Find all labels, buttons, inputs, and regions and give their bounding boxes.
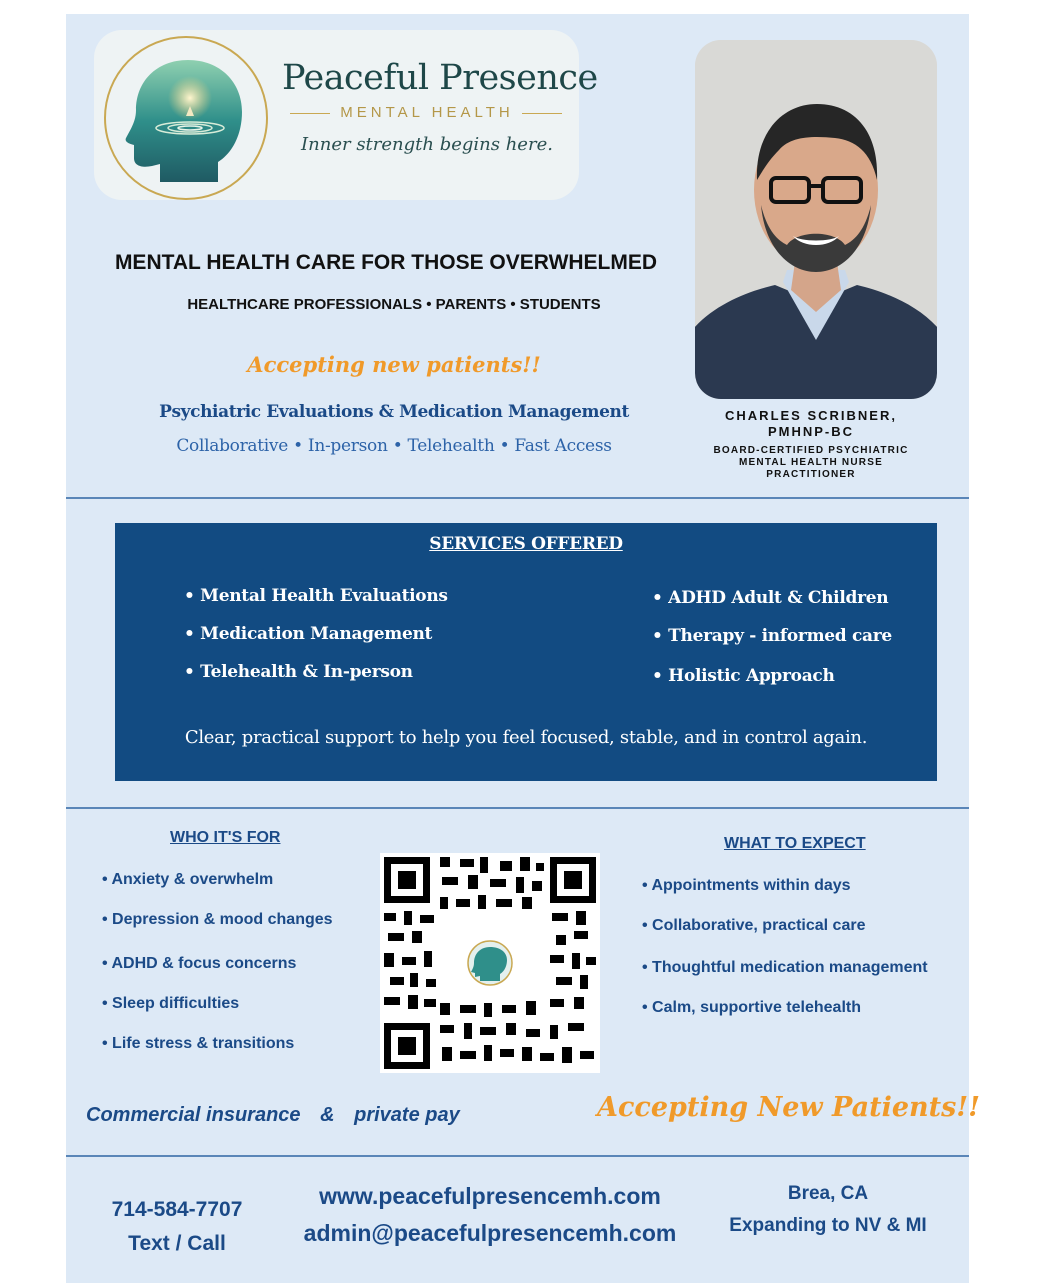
- location: Brea, CA: [787, 1183, 869, 1204]
- brand-tagline: Inner strength begins here.: [301, 134, 553, 155]
- brand-divider-right: [522, 113, 562, 114]
- who-for-item: • ADHD & focus concerns: [102, 955, 297, 972]
- service-item: • Mental Health Evaluations: [184, 586, 448, 606]
- who-for-item: • Sleep difficulties: [102, 995, 240, 1012]
- service-item: • ADHD Adult & Children: [652, 588, 889, 608]
- website-link[interactable]: www.peacefulpresencemh.com: [319, 1183, 661, 1209]
- accepting-new-patients-banner: Accepting New Patients!!: [597, 1092, 981, 1123]
- divider-top: [66, 497, 969, 499]
- expect-item: • Collaborative, practical care: [642, 917, 866, 934]
- provider-title-line2: MENTAL HEALTH NURSE: [739, 457, 883, 468]
- private-pay-text: private pay: [354, 1104, 460, 1126]
- provider-credentials: PMHNP-BC: [767, 424, 855, 439]
- qr-code[interactable]: [380, 853, 600, 1073]
- insurance-text: Commercial insurance: [86, 1104, 301, 1126]
- who-for-item: • Depression & mood changes: [102, 911, 333, 928]
- service-item: • Medication Management: [184, 624, 433, 644]
- care-features-line: Collaborative • In-person • Telehealth • Fast Access: [176, 436, 612, 456]
- payment-line: [86, 1104, 460, 1127]
- psychiatric-services-line: Psychiatric Evaluations & Medication Management: [159, 402, 629, 422]
- provider-title-line3: PRACTITIONER: [766, 469, 856, 480]
- accepting-patients-banner: Accepting new patients!!: [247, 352, 541, 377]
- service-item: • Therapy - informed care: [652, 626, 892, 646]
- divider-bottom: [66, 1155, 969, 1157]
- head-logo-icon: [118, 50, 258, 190]
- who-for-item: • Anxiety & overwhelm: [102, 871, 274, 888]
- expect-item: • Appointments within days: [642, 877, 851, 894]
- provider-title: [680, 445, 942, 481]
- who-for-item: • Life stress & transitions: [102, 1035, 295, 1052]
- provider-portrait-icon: [695, 40, 937, 399]
- audience-line: HEALTHCARE PROFESSIONALS • PARENTS • STUDENTS: [187, 296, 601, 313]
- expect-item: • Calm, supportive telehealth: [642, 999, 861, 1016]
- email-link[interactable]: admin@peacefulpresencemh.com: [303, 1220, 677, 1246]
- qr-code-icon: [380, 853, 600, 1073]
- service-item: • Telehealth & In-person: [184, 662, 413, 682]
- expansion-note: Expanding to NV & MI: [729, 1215, 927, 1236]
- service-item: • Holistic Approach: [652, 666, 835, 686]
- ampersand: &: [320, 1104, 335, 1126]
- expect-item: • Thoughtful medication management: [642, 959, 928, 976]
- brand-subtitle: MENTAL HEALTH: [340, 104, 514, 121]
- provider-name: [680, 408, 942, 440]
- phone-number[interactable]: 714-584-7707: [111, 1198, 243, 1221]
- brand-name: Peaceful Presence: [282, 58, 598, 98]
- provider-title-line1: BOARD-CERTIFIED PSYCHIATRIC: [713, 445, 909, 456]
- what-to-expect-title: WHAT TO EXPECT: [724, 835, 866, 852]
- provider-photo: [695, 40, 937, 399]
- headline: MENTAL HEALTH CARE FOR THOSE OVERWHELMED: [114, 251, 658, 274]
- divider-middle: [66, 807, 969, 809]
- provider-name-text: CHARLES SCRIBNER,: [725, 408, 897, 423]
- who-for-title: WHO IT'S FOR: [170, 829, 281, 846]
- services-title: SERVICES OFFERED: [429, 534, 623, 554]
- services-tagline: Clear, practical support to help you feel focused, stable, and in control again.: [184, 727, 868, 748]
- phone-label: Text / Call: [128, 1232, 226, 1255]
